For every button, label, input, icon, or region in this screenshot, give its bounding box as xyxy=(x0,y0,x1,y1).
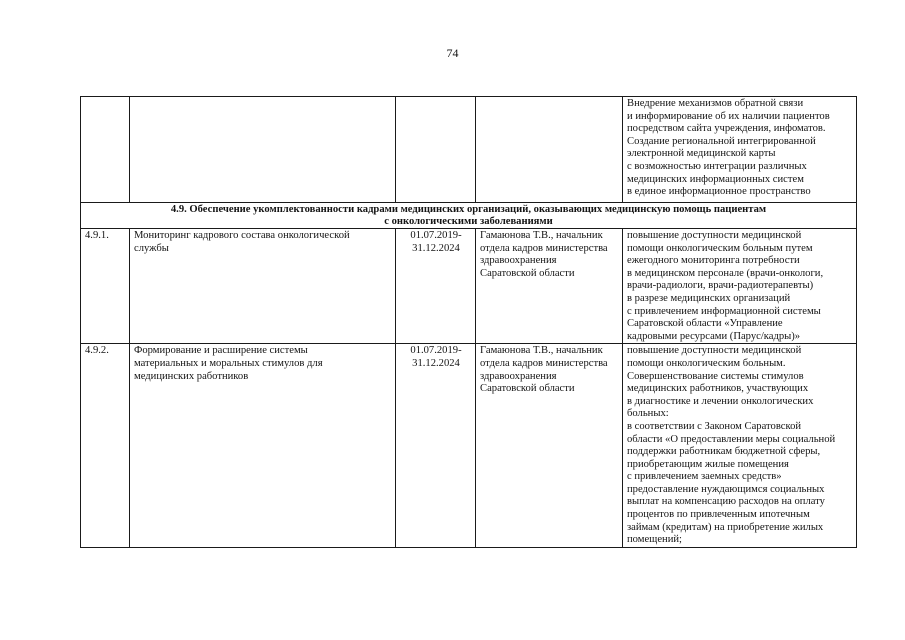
responsible-line: Саратовской области xyxy=(480,383,575,395)
item-number-cell xyxy=(81,97,130,203)
result-line: в разрезе медицинских организаций xyxy=(627,292,791,304)
result-line: Внедрение механизмов обратной связи xyxy=(627,98,804,109)
date-end: 31.12.2024 xyxy=(412,357,460,369)
plan-table xyxy=(80,96,857,548)
result-line: в соответствии с Законом Саратовской xyxy=(627,420,802,432)
section-heading-line: с онкологическими заболеваниями xyxy=(384,216,553,227)
result-line: в диагностике и лечении онкологических xyxy=(627,395,814,407)
result-line: помощи онкологическим больным. xyxy=(627,357,786,369)
result-line: повышение доступности медицинской xyxy=(627,230,802,241)
result-line: кадровыми ресурсами (Парус/кадры)» xyxy=(627,330,801,342)
responsible-cell xyxy=(476,97,623,203)
result-line: приобретающим жилые помещения xyxy=(627,458,789,470)
result-line: ежегодного мониторинга потребности xyxy=(627,255,800,267)
event-line: Формирование и расширение системы xyxy=(134,345,308,357)
section-heading xyxy=(81,203,857,229)
date-start: 01.07.2019- xyxy=(410,230,462,241)
result-line: займам (кредитам) на приобретение жилых xyxy=(627,521,824,533)
event-cell xyxy=(130,229,396,344)
result-line: медицинских работников, участвующих xyxy=(627,383,809,395)
result-line: медицинских информационных систем xyxy=(627,173,804,185)
date-start: 01.07.2019- xyxy=(410,345,462,357)
result-line: помощи онкологическим больным путем xyxy=(627,242,813,254)
event-line: медицинских работников xyxy=(134,370,249,382)
result-line: с привлечением информационной системы xyxy=(627,305,821,317)
event-cell xyxy=(130,344,396,548)
date-end: 31.12.2024 xyxy=(412,242,460,254)
responsible-line: Гамаюнова Т.В., начальник xyxy=(480,230,603,241)
event-line: Мониторинг кадрового состава онкологической xyxy=(134,230,350,241)
responsible-line: Гамаюнова Т.В., начальник xyxy=(480,345,603,357)
responsible-line: здравоохранения xyxy=(480,255,557,267)
table-row xyxy=(81,344,857,548)
section-heading-row xyxy=(81,203,857,229)
result-line: повышение доступности медицинской xyxy=(627,345,802,357)
responsible-line: Саратовской области xyxy=(480,267,575,279)
event-line: службы xyxy=(134,242,169,254)
responsible-line: здравоохранения xyxy=(480,370,557,382)
date-cell xyxy=(396,97,476,203)
item-number-cell: 4.9.1. xyxy=(81,229,130,344)
table-row xyxy=(81,97,857,203)
result-line: посредством сайта учреждения, инфоматов. xyxy=(627,123,826,135)
result-line: предоставление нуждающимся социальных xyxy=(627,483,825,495)
responsible-line: отдела кадров министерства xyxy=(480,357,608,369)
result-cell xyxy=(623,229,857,344)
result-line: в единое информационное пространство xyxy=(627,186,811,198)
responsible-cell xyxy=(476,344,623,548)
event-cell xyxy=(130,97,396,203)
result-cell xyxy=(623,344,857,548)
page-number: 74 xyxy=(446,46,459,60)
result-line: Совершенствование системы стимулов xyxy=(627,370,804,382)
result-line: врачи-радиологи, врачи-радиотерапевты) xyxy=(627,280,814,292)
result-line: и информирование об их наличии пациентов xyxy=(627,110,830,122)
table-row xyxy=(81,229,857,344)
result-line: области «О предоставлении меры социальной xyxy=(627,433,836,445)
result-line: помещений; xyxy=(627,534,682,546)
result-line: поддержки работникам бюджетной сферы, xyxy=(627,446,821,458)
result-line: с возможностью интеграции различных xyxy=(627,160,807,172)
result-line: процентов по привлеченным ипотечным xyxy=(627,509,810,521)
responsible-cell xyxy=(476,229,623,344)
result-line: электронной медицинской карты xyxy=(627,148,776,160)
date-cell xyxy=(396,344,476,548)
responsible-line: отдела кадров министерства xyxy=(480,242,608,254)
date-cell xyxy=(396,229,476,344)
result-cell xyxy=(623,97,857,203)
result-line: с привлечением заемных средств» xyxy=(627,471,782,483)
result-line: в медицинском персонале (врачи-онкологи, xyxy=(627,267,824,279)
result-line: выплат на компенсацию расходов на оплату xyxy=(627,496,825,508)
item-number-cell: 4.9.2. xyxy=(81,344,130,548)
result-line: больных: xyxy=(627,408,669,420)
result-line: Саратовской области «Управление xyxy=(627,318,783,330)
event-line: материальных и моральных стимулов для xyxy=(134,357,323,369)
result-line: Создание региональной интегрированной xyxy=(627,135,816,147)
section-heading-line: 4.9. Обеспечение укомплектованности кадрами медицинских организаций, оказывающих медицинскую помощь пациентам xyxy=(170,204,767,215)
